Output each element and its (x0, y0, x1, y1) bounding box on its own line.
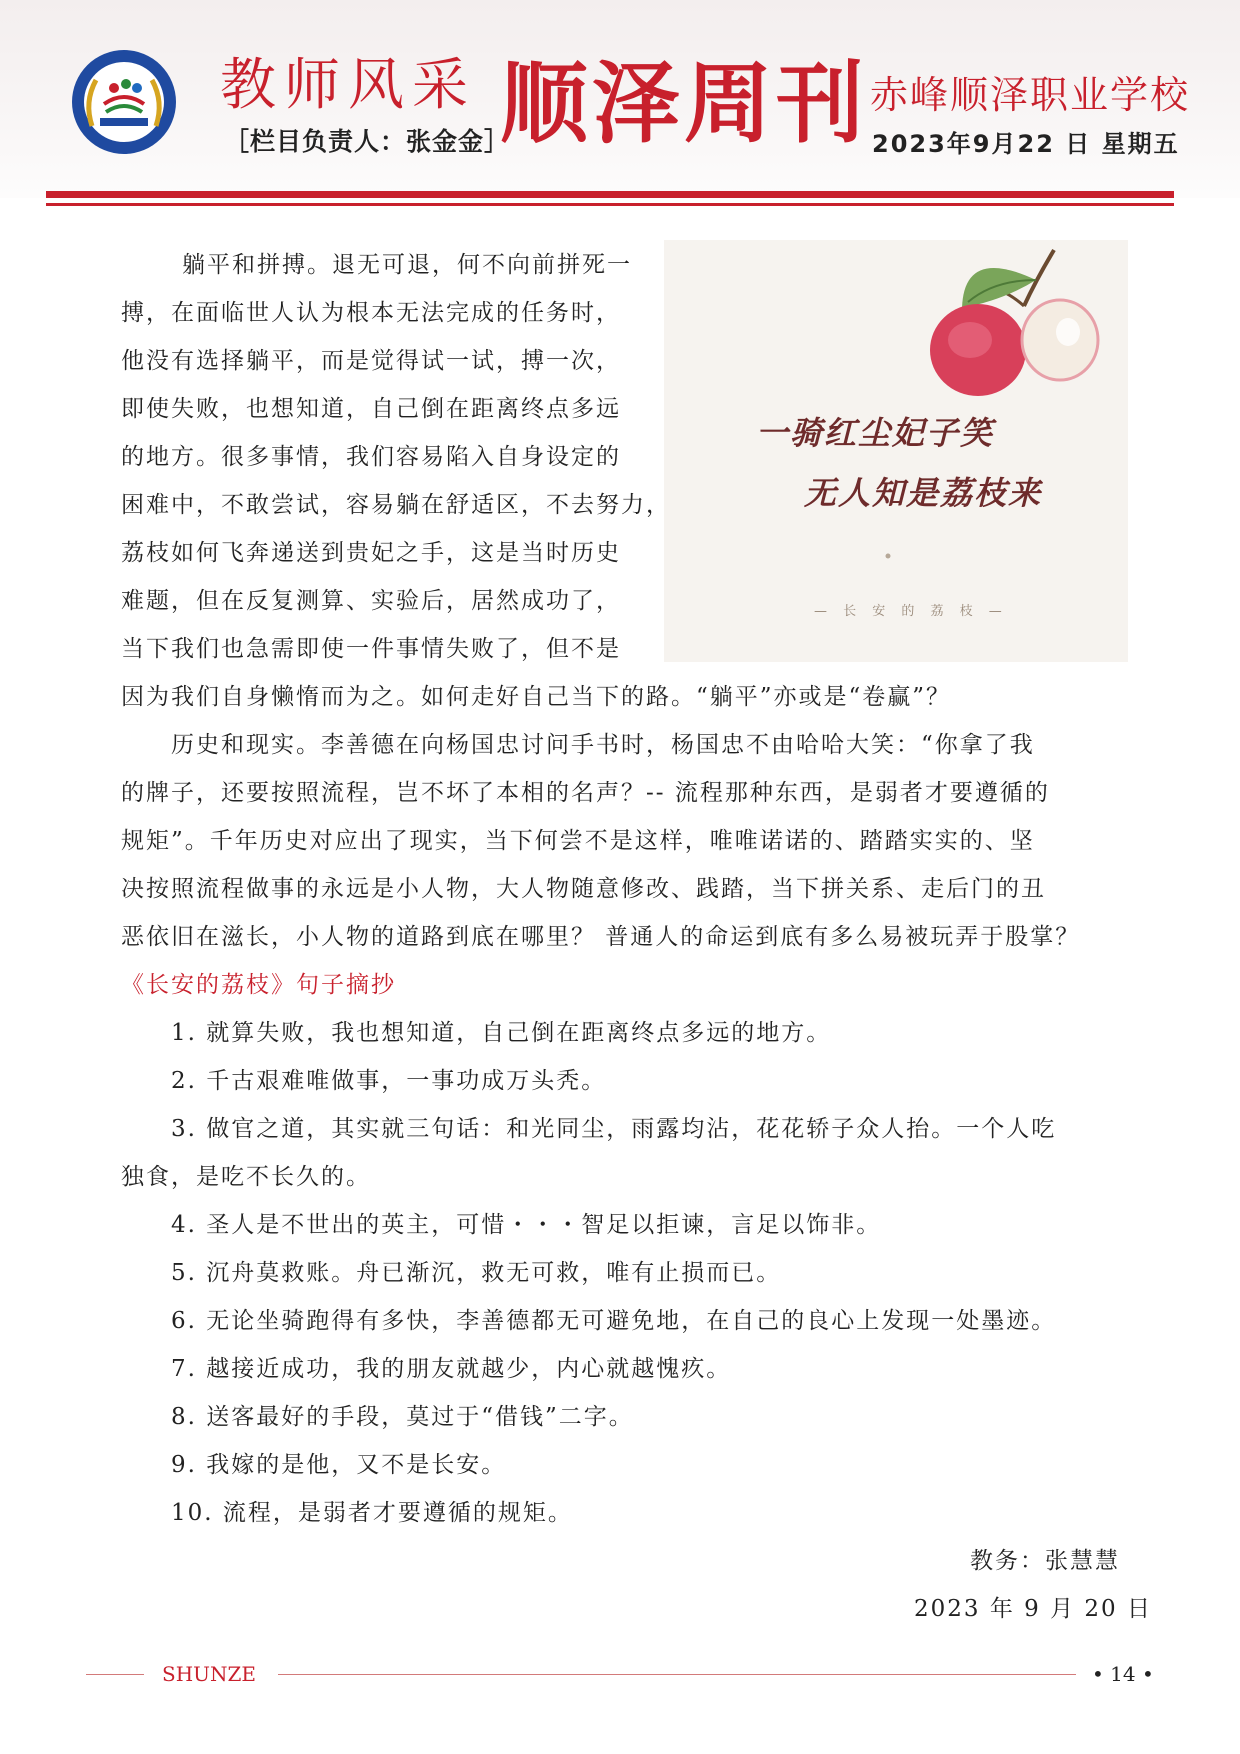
quote-line: 独食，是吃不长久的。 (121, 1164, 371, 1190)
quote-line: 8. 送客最好的手段，莫过于“借钱”二字。 (121, 1404, 634, 1430)
quotes-heading: 《长安的荔枝》句子摘抄 (121, 972, 396, 998)
signature-author: 教务：张慧慧 (970, 1548, 1120, 1574)
quote-line: 7. 越接近成功，我的朋友就越少，内心就越愧疚。 (121, 1356, 732, 1382)
article-line: 恶依旧在滋长，小人物的道路到底在哪里？ 普通人的命运到底有多么易被玩弄于股掌？ (121, 924, 1081, 950)
school-logo (70, 48, 178, 156)
footer-rule-right (278, 1674, 1076, 1675)
quote-line: 2. 千古艰难唯做事，一事功成万头秃。 (121, 1068, 607, 1094)
column-editor: ［栏目负责人：张金金］ (224, 127, 511, 156)
article-line: 因为我们自身懒惰而为之。如何走好自己当下的路。“躺平”亦或是“卷赢”？ (121, 684, 952, 710)
article-line: 他没有选择躺平，而是觉得试一试，搏一次， (121, 348, 621, 374)
book-caption: — 长 安 的 荔 枝 — (814, 604, 1008, 619)
issue-date: 2023年9月22 日 星期五 (872, 130, 1180, 158)
article-line: 规矩”。千年历史对应出了现实，当下何尝不是这样，唯唯诺诺的、踏踏实实的、坚 (121, 828, 1035, 854)
footer-brand: SHUNZE (162, 1662, 256, 1686)
quote-line: 10. 流程，是弱者才要遵循的规矩。 (121, 1500, 573, 1526)
page-number: • 14 • (1092, 1662, 1154, 1686)
article-line: 的牌子，还要按照流程，岂不坏了本相的名声？-- 流程那种东西，是弱者才要遵循的 (121, 780, 1050, 806)
footer-rule-left (86, 1674, 144, 1675)
article-line: 即使失败，也想知道，自己倒在距离终点多远 (121, 396, 621, 422)
quote-line: 1. 就算失败，我也想知道，自己倒在距离终点多远的地方。 (121, 1020, 832, 1046)
quote-line: 4. 圣人是不世出的英主，可惜・・・智足以拒谏，言足以饰非。 (121, 1212, 882, 1238)
article-line: 搏，在面临世人认为根本无法完成的任务时， (121, 300, 621, 326)
school-name: 赤峰顺泽职业学校 (870, 73, 1191, 117)
article-line: 荔枝如何飞奔递送到贵妃之手，这是当时历史 (121, 540, 621, 566)
header-banner (0, 0, 1240, 198)
quote-line: 3. 做官之道，其实就三句话：和光同尘，雨露均沾，花花轿子众人抬。一个人吃 (121, 1116, 1057, 1142)
section-title: 教师风采 (220, 53, 476, 118)
signature-date: 2023 年 9 月 20 日 (914, 1596, 1152, 1622)
article-line: 困难中，不敢尝试，容易躺在舒适区，不去努力， (121, 492, 671, 518)
publication-title: 顺泽周刊 (500, 52, 869, 155)
quote-line: 5. 沉舟莫救账。舟已渐沉，救无可救，唯有止损而已。 (121, 1260, 782, 1286)
lychee-illustration (664, 240, 1128, 662)
article-line: 的地方。很多事情，我们容易陷入自身设定的 (121, 444, 621, 470)
article-line: 决按照流程做事的永远是小人物，大人物随意修改、践踏，当下拼关系、走后门的丑 (121, 876, 1046, 902)
header-divider-thick (46, 191, 1174, 198)
calligraphy-line-2: 无人知是荔枝来 (804, 474, 1043, 512)
quote-line: 9. 我嫁的是他，又不是长安。 (121, 1452, 507, 1478)
header-divider-thin (46, 203, 1174, 206)
article-line: 当下我们也急需即使一件事情失败了，但不是 (121, 636, 621, 662)
article-line: 难题，但在反复测算、实验后，居然成功了， (121, 588, 621, 614)
article-line: 历史和现实。李善德在向杨国忠讨问手书时，杨国忠不由哈哈大笑：“你拿了我 (121, 732, 1035, 758)
calligraphy-line-1: 一骑红尘妃子笑 (756, 414, 995, 452)
article-line: 躺平和拼搏。退无可退，何不向前拼死一 (182, 252, 632, 278)
quote-line: 6. 无论坐骑跑得有多快，李善德都无可避免地，在自己的良心上发现一处墨迹。 (121, 1308, 1057, 1334)
